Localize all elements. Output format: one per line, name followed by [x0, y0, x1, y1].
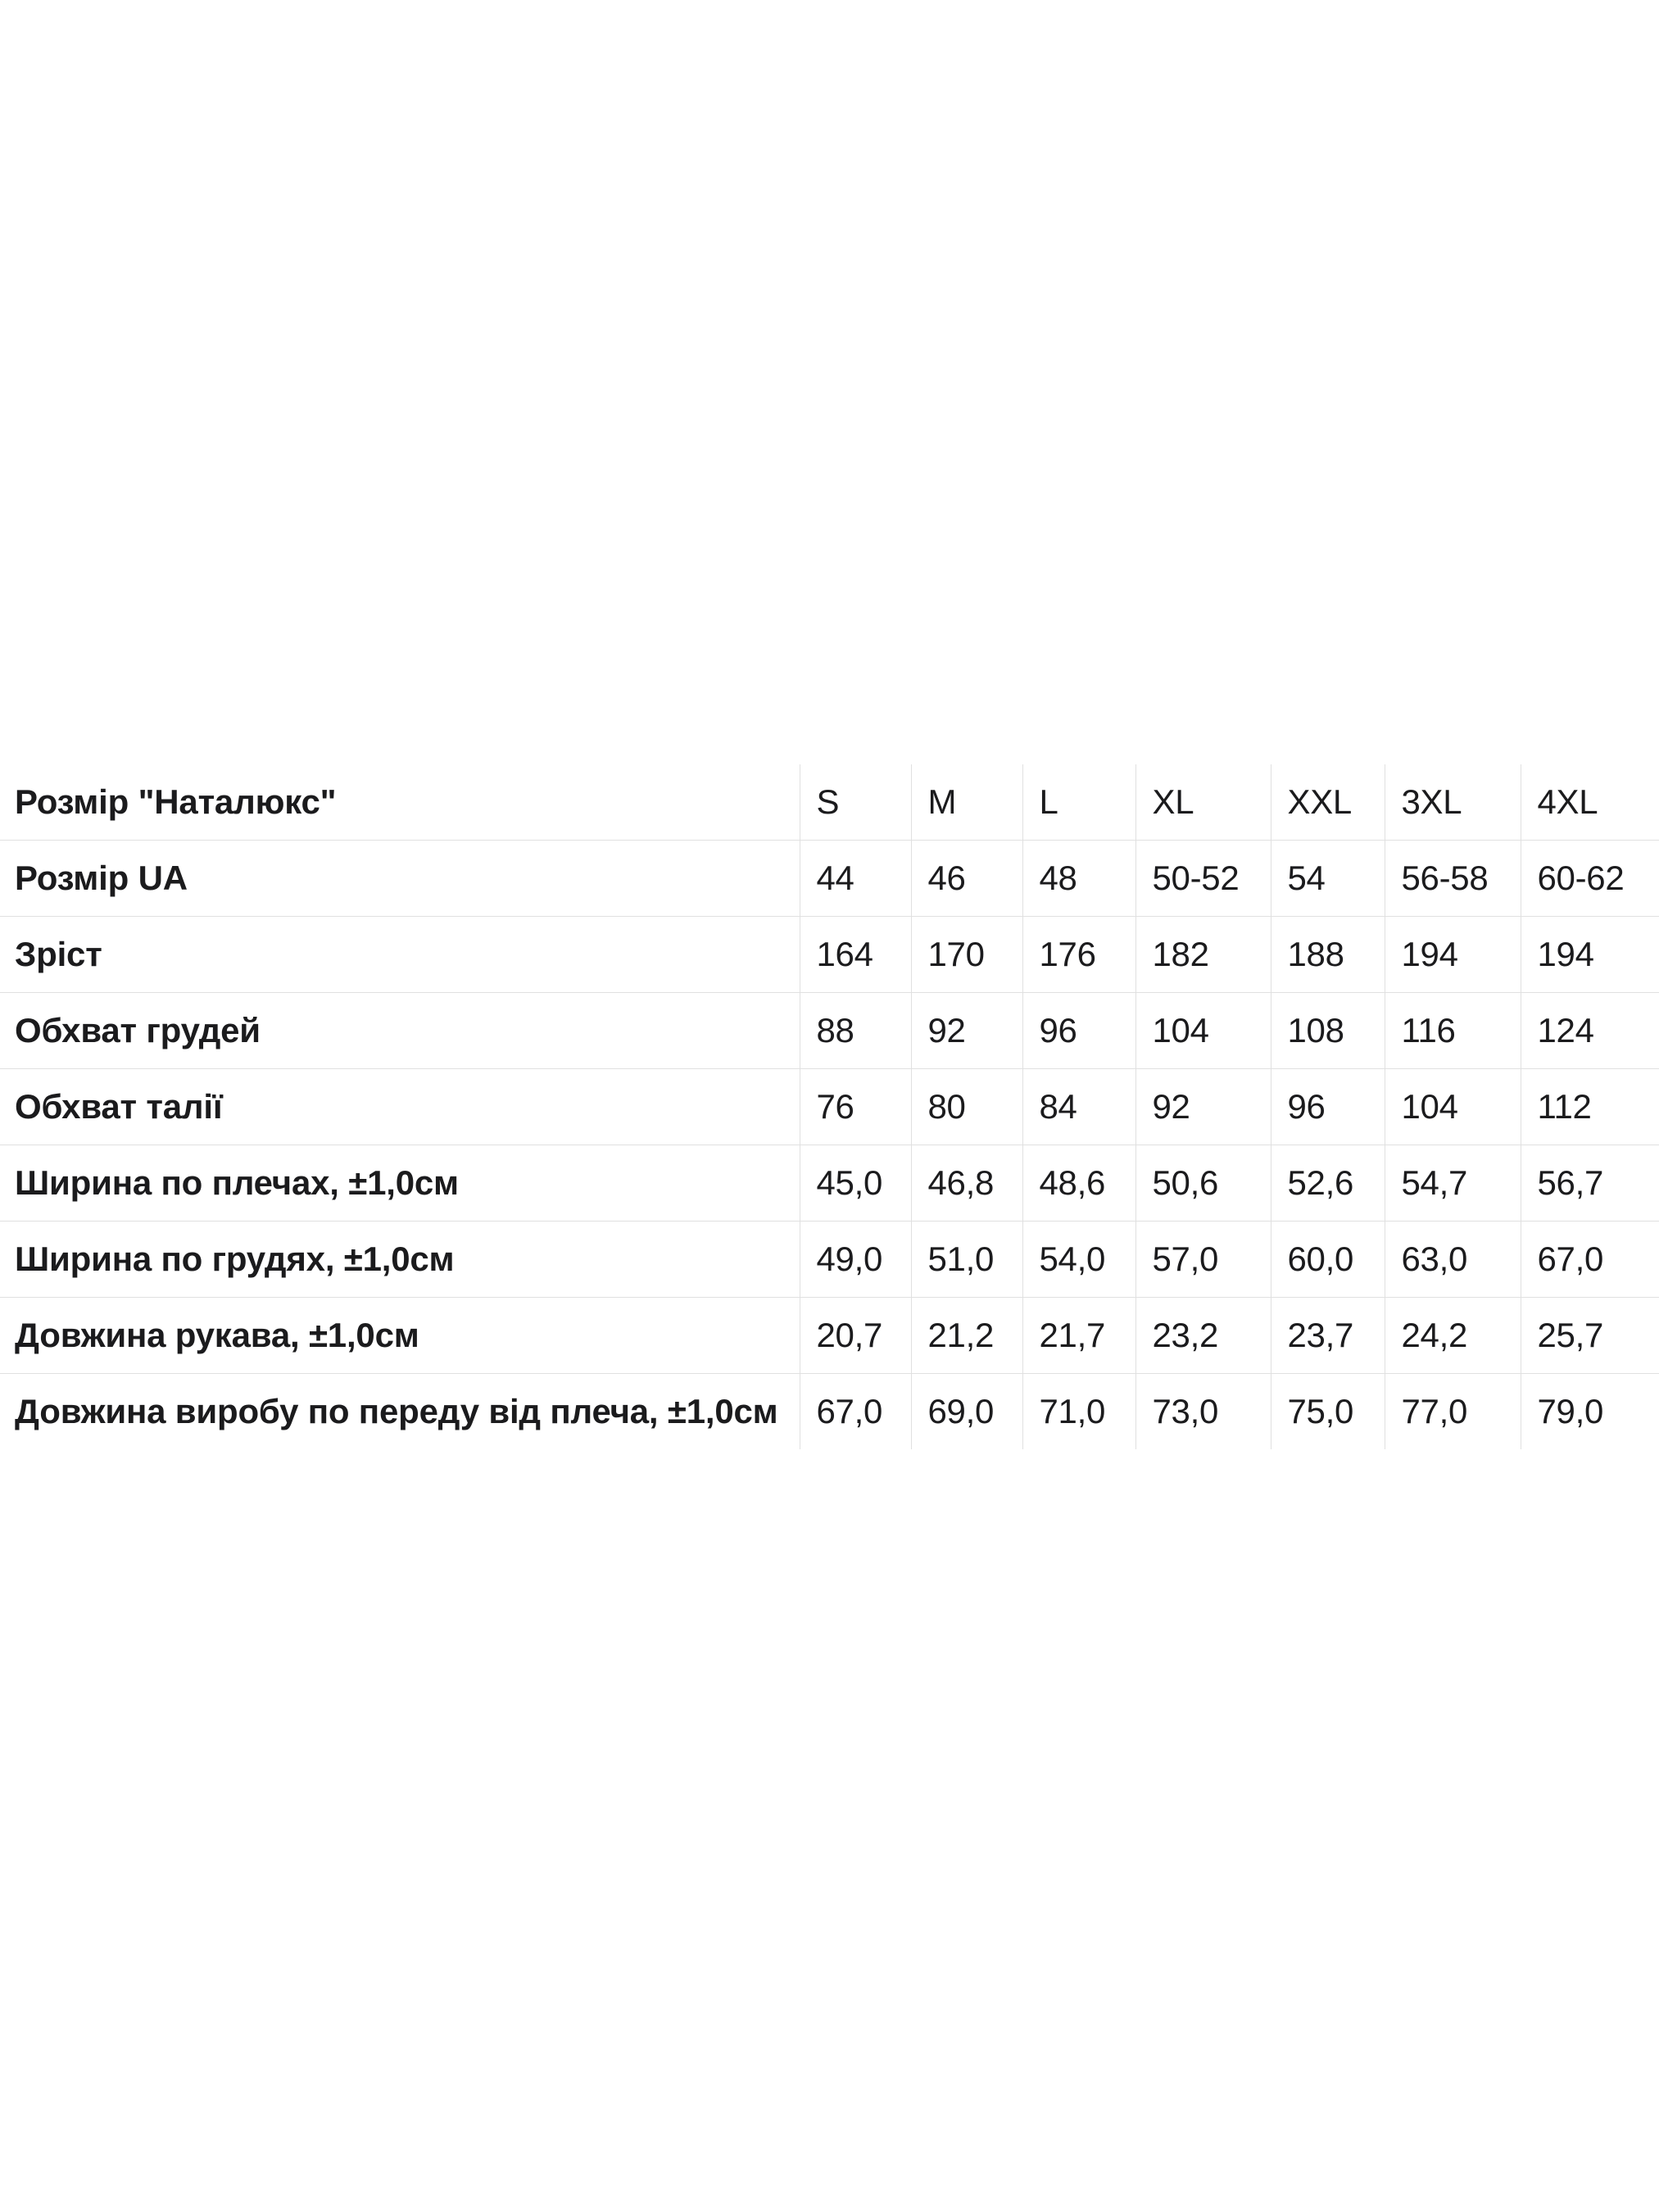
table-cell: 57,0 [1135, 1222, 1271, 1298]
table-cell: 77,0 [1385, 1374, 1521, 1450]
row-label: Обхват талії [0, 1069, 800, 1145]
table-cell: 60,0 [1271, 1222, 1385, 1298]
table-cell: 56,7 [1521, 1145, 1659, 1222]
table-cell: 23,7 [1271, 1298, 1385, 1374]
table-cell: 54 [1271, 841, 1385, 917]
table-cell: 194 [1521, 917, 1659, 993]
table-cell: 48,6 [1022, 1145, 1135, 1222]
table-cell: 164 [800, 917, 911, 993]
table-cell: 96 [1271, 1069, 1385, 1145]
table-cell: 67,0 [1521, 1222, 1659, 1298]
table-cell: 63,0 [1385, 1222, 1521, 1298]
table-cell: 54,0 [1022, 1222, 1135, 1298]
table-row-zrist [0, 917, 1659, 993]
size-header-3xl: 3XL [1385, 764, 1521, 841]
size-chart-table [0, 764, 1659, 1449]
table-cell: 44 [800, 841, 911, 917]
table-cell: 75,0 [1271, 1374, 1385, 1450]
size-header-xl: XL [1135, 764, 1271, 841]
table-cell: 80 [911, 1069, 1022, 1145]
header-row-label: Розмір "Наталюкс" [15, 782, 337, 821]
table-cell: 188 [1271, 917, 1385, 993]
table-cell: 67,0 [800, 1374, 911, 1450]
table-cell: 25,7 [1521, 1298, 1659, 1374]
table-cell: 50,6 [1135, 1145, 1271, 1222]
table-cell: 112 [1521, 1069, 1659, 1145]
table-cell: 194 [1385, 917, 1521, 993]
table-cell: 23,2 [1135, 1298, 1271, 1374]
table-cell: 21,7 [1022, 1298, 1135, 1374]
table-cell: 76 [800, 1069, 911, 1145]
table-cell: 79,0 [1521, 1374, 1659, 1450]
row-label: Довжина виробу по переду від плеча, ±1,0см [0, 1374, 800, 1450]
row-label: Розмір UA [0, 841, 800, 917]
table-cell: 24,2 [1385, 1298, 1521, 1374]
table-cell: 170 [911, 917, 1022, 993]
table-cell: 116 [1385, 993, 1521, 1069]
size-header-xxl: XXL [1271, 764, 1385, 841]
row-label: Ширина по грудях, ±1,0см [0, 1222, 800, 1298]
table-cell: 104 [1135, 993, 1271, 1069]
size-chart-header-row [0, 764, 1659, 841]
table-cell: 71,0 [1022, 1374, 1135, 1450]
table-row-shyryna-hrudiakh [0, 1222, 1659, 1298]
table-cell: 21,2 [911, 1298, 1022, 1374]
table-cell: 52,6 [1271, 1145, 1385, 1222]
table-cell: 84 [1022, 1069, 1135, 1145]
table-cell: 49,0 [800, 1222, 911, 1298]
table-cell: 104 [1385, 1069, 1521, 1145]
table-row-obkhvat-talii [0, 1069, 1659, 1145]
table-cell: 20,7 [800, 1298, 911, 1374]
table-cell: 92 [1135, 1069, 1271, 1145]
table-cell: 182 [1135, 917, 1271, 993]
size-header-l: L [1022, 764, 1135, 841]
row-label: Обхват грудей [0, 993, 800, 1069]
table-cell: 45,0 [800, 1145, 911, 1222]
table-cell: 50-52 [1135, 841, 1271, 917]
table-cell: 108 [1271, 993, 1385, 1069]
table-cell: 73,0 [1135, 1374, 1271, 1450]
row-label: Ширина по плечах, ±1,0см [0, 1145, 800, 1222]
table-cell: 48 [1022, 841, 1135, 917]
table-cell: 176 [1022, 917, 1135, 993]
size-header-s: S [800, 764, 911, 841]
table-cell: 88 [800, 993, 911, 1069]
table-row-shyryna-plechakh [0, 1145, 1659, 1222]
table-row-rozmir-ua [0, 841, 1659, 917]
row-label: Довжина рукава, ±1,0см [0, 1298, 800, 1374]
table-cell: 51,0 [911, 1222, 1022, 1298]
size-header-m: M [911, 764, 1022, 841]
table-row-dovzhyna-vyrobu [0, 1374, 1659, 1450]
table-cell: 56-58 [1385, 841, 1521, 917]
table-cell: 60-62 [1521, 841, 1659, 917]
table-cell: 124 [1521, 993, 1659, 1069]
table-cell: 92 [911, 993, 1022, 1069]
table-cell: 96 [1022, 993, 1135, 1069]
table-cell: 46 [911, 841, 1022, 917]
row-label: Зріст [0, 917, 800, 993]
table-cell: 54,7 [1385, 1145, 1521, 1222]
size-header-4xl: 4XL [1521, 764, 1659, 841]
table-cell: 46,8 [911, 1145, 1022, 1222]
table-row-obkhvat-hrudei [0, 993, 1659, 1069]
table-cell: 69,0 [911, 1374, 1022, 1450]
table-row-dovzhyna-rukava [0, 1298, 1659, 1374]
